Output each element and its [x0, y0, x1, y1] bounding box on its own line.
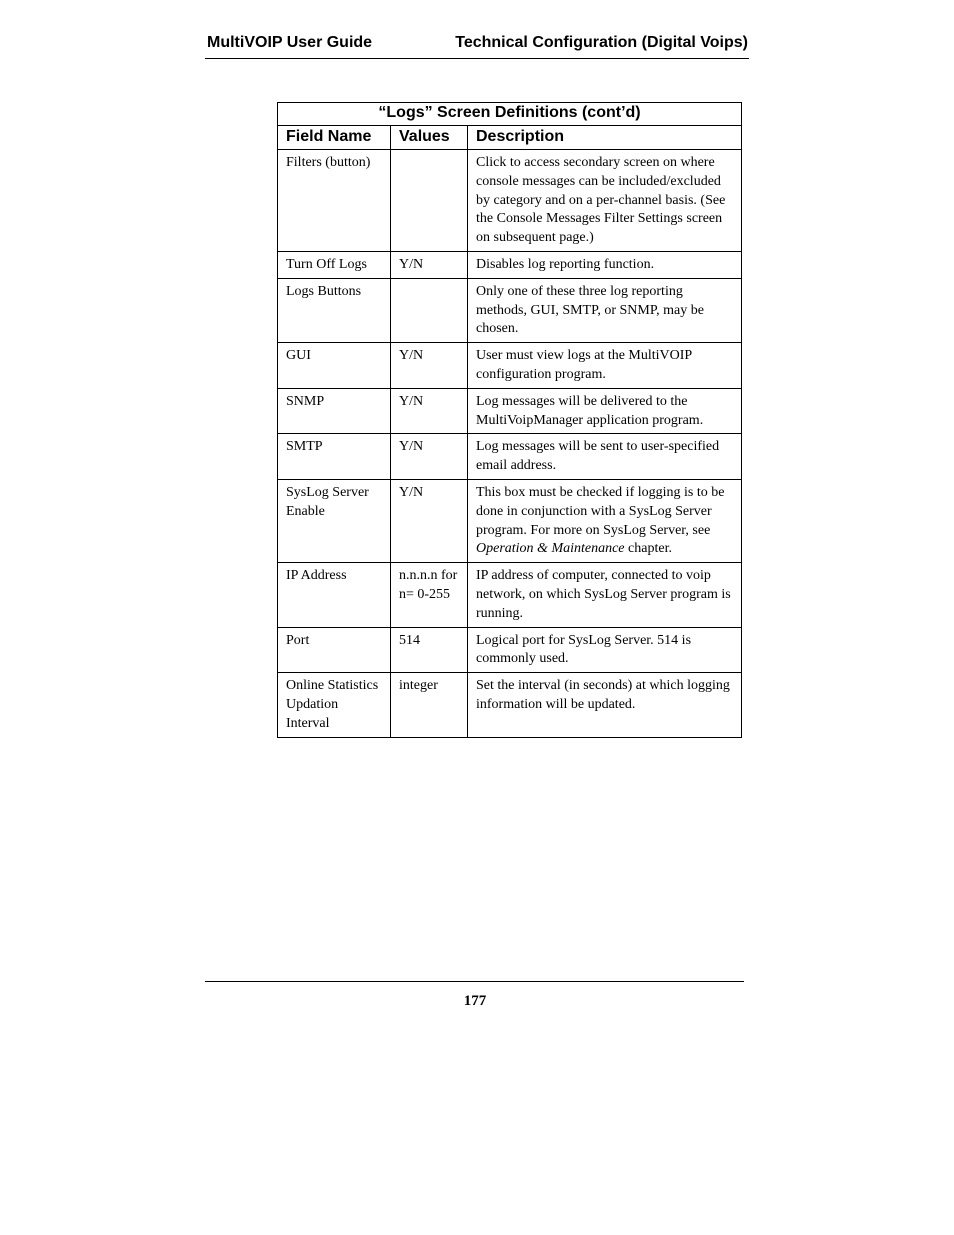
table-caption-row: [278, 103, 742, 126]
table-row: [278, 673, 742, 737]
cell-values: Y/N: [391, 434, 468, 480]
table-row: [278, 150, 742, 252]
cell-values: Y/N: [391, 479, 468, 562]
cell-values: integer: [391, 673, 468, 737]
header-section-title: Technical Configuration (Digital Voips): [455, 34, 748, 51]
column-header-values: Values: [391, 126, 468, 150]
cell-values: n.n.n.n for n= 0-255: [391, 563, 468, 627]
cell-values: [391, 278, 468, 342]
cell-description: User must view logs at the MultiVOIP configuration program.: [468, 343, 742, 389]
description-text: chapter.: [624, 541, 672, 557]
footer-divider: [205, 981, 744, 982]
cell-values: Y/N: [391, 388, 468, 434]
cell-description: Log messages will be delivered to the MultiVoipManager application program.: [468, 388, 742, 434]
table-row: [278, 563, 742, 627]
header-divider: [205, 58, 749, 59]
page-number: 177: [463, 993, 487, 1009]
column-header-description: Description: [468, 126, 742, 150]
cell-values: Y/N: [391, 251, 468, 278]
cell-field-name: Port: [278, 627, 391, 673]
logs-definitions-table: [277, 102, 742, 738]
column-header-field-name: Field Name: [278, 126, 391, 150]
table-row: [278, 479, 742, 562]
cell-description: Set the interval (in seconds) at which logging information will be updated.: [468, 673, 742, 737]
cell-field-name: SMTP: [278, 434, 391, 480]
table-header-row: [278, 126, 742, 150]
table-row: [278, 251, 742, 278]
cell-values: [391, 150, 468, 252]
description-text: This box must be checked if logging is to be done in conjunction with a SysLog Server program. For more on SysLog Server, see: [476, 484, 725, 538]
description-italic-text: Operation & Maintenance: [476, 541, 625, 557]
cell-field-name: Logs Buttons: [278, 278, 391, 342]
cell-field-name: IP Address: [278, 563, 391, 627]
cell-field-name: SNMP: [278, 388, 391, 434]
cell-values: Y/N: [391, 343, 468, 389]
cell-field-name: SysLog Server Enable: [278, 479, 391, 562]
table-row: [278, 627, 742, 673]
cell-field-name: GUI: [278, 343, 391, 389]
header-guide-title: MultiVOIP User Guide: [207, 34, 373, 51]
table-row: [278, 434, 742, 480]
cell-description: Disables log reporting function.: [468, 251, 742, 278]
cell-description: IP address of computer, connected to voip network, on which SysLog Server program is running.: [468, 563, 742, 627]
cell-description: Logical port for SysLog Server. 514 is commonly used.: [468, 627, 742, 673]
cell-description: Only one of these three log reporting methods, GUI, SMTP, or SNMP, may be chosen.: [468, 278, 742, 342]
cell-description: Click to access secondary screen on where console messages can be included/excluded by category and on a per-channel basis. (See the Console Messages Filter Settings screen on subsequent page.): [468, 150, 742, 252]
cell-description: Log messages will be sent to user-specified email address.: [468, 434, 742, 480]
cell-field-name: Online Statistics Updation Interval: [278, 673, 391, 737]
cell-values: 514: [391, 627, 468, 673]
cell-field-name: Filters (button): [278, 150, 391, 252]
table-caption: “Logs” Screen Definitions (cont’d): [278, 103, 742, 126]
table-row: [278, 278, 742, 342]
table-row: [278, 343, 742, 389]
cell-description: [468, 479, 742, 562]
cell-field-name: Turn Off Logs: [278, 251, 391, 278]
table-row: [278, 388, 742, 434]
